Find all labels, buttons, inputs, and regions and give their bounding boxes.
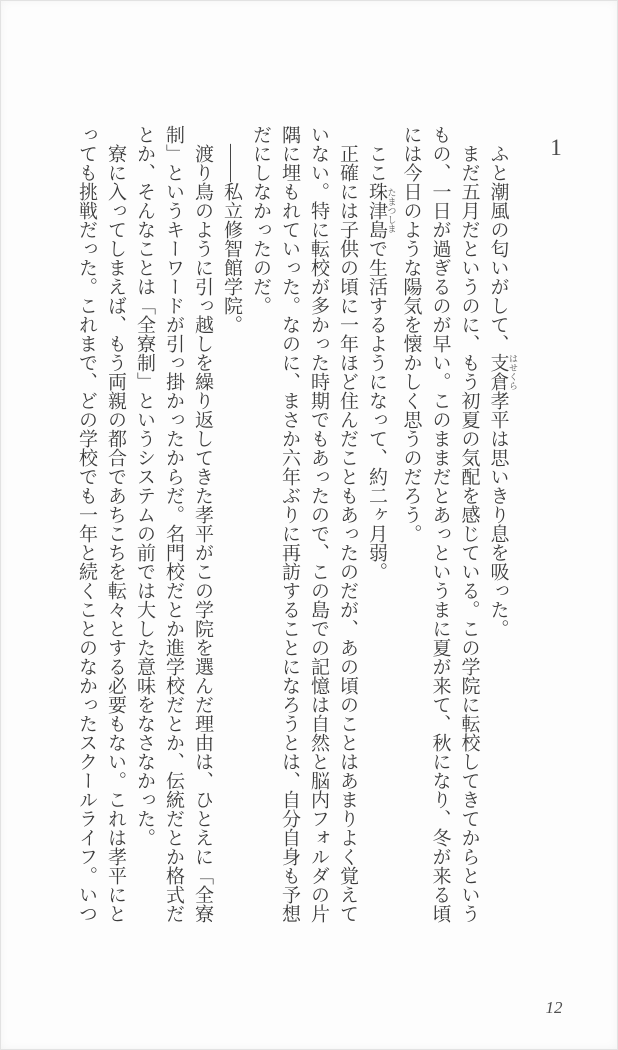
furigana: たまつしま — [386, 182, 397, 239]
paragraph: ふと潮風の匂いがして、支倉 はせくら孝平は思いきり息を吸った。 — [487, 144, 518, 638]
ruby-annotated-text: 珠津島 たまつしま — [366, 182, 397, 239]
paragraph: ――私立修智館学院。 — [221, 144, 242, 334]
paragraph: ここ珠津島 たまつしまで生活するようになって、約二ヶ月弱。 — [366, 144, 397, 581]
paragraph: 正確には子供の頃に一年ほど住んだこともあったのだが、あの頃のことはあまりよく覚えていない。特に転校が多かった時期でもあったので、この島での記憶は自然と脳内フォルダの片隅に埋もれていった。なのに、まさか六年ぶりに再訪することになろうとは、自分自身も予想だにしなかったのだ。 — [250, 125, 358, 923]
furigana: はせくら — [508, 353, 518, 391]
ruby-annotated-text: 支倉 はせくら — [487, 353, 518, 391]
paragraph: まだ五月だというのに、もう初夏の気配を感じている。この学院に転校してきてからというもの、一日が過ぎるのが早い。このままだとあっというまに夏が来て、秋になり、冬が来る頃には今日のような陽気を懐かしく思うのだろう。 — [400, 125, 480, 923]
text-block — [72, 125, 518, 923]
paragraph: 寮に入ってしまえば、もう両親の都合であちこちを転々とする必要もない。これは孝平にとっても挑戦だった。これまで、どの学校でも一年と続くことのなかったスクールライフ。いつ — [76, 125, 126, 923]
page-number: 12 — [545, 998, 563, 1017]
chapter-number: 1 — [550, 135, 562, 160]
paragraph: 渡り鳥のように引っ越しを繰り返してきた孝平がこの学院を選んだ理由は、ひとえに「全寮制」というキーワードが引っ掛かったからだ。名門校だとか進学校だとか、伝統だとか格式だとか、そんなことは「全寮制」というシステムの前では大した意味をなさなかった。 — [134, 125, 213, 923]
